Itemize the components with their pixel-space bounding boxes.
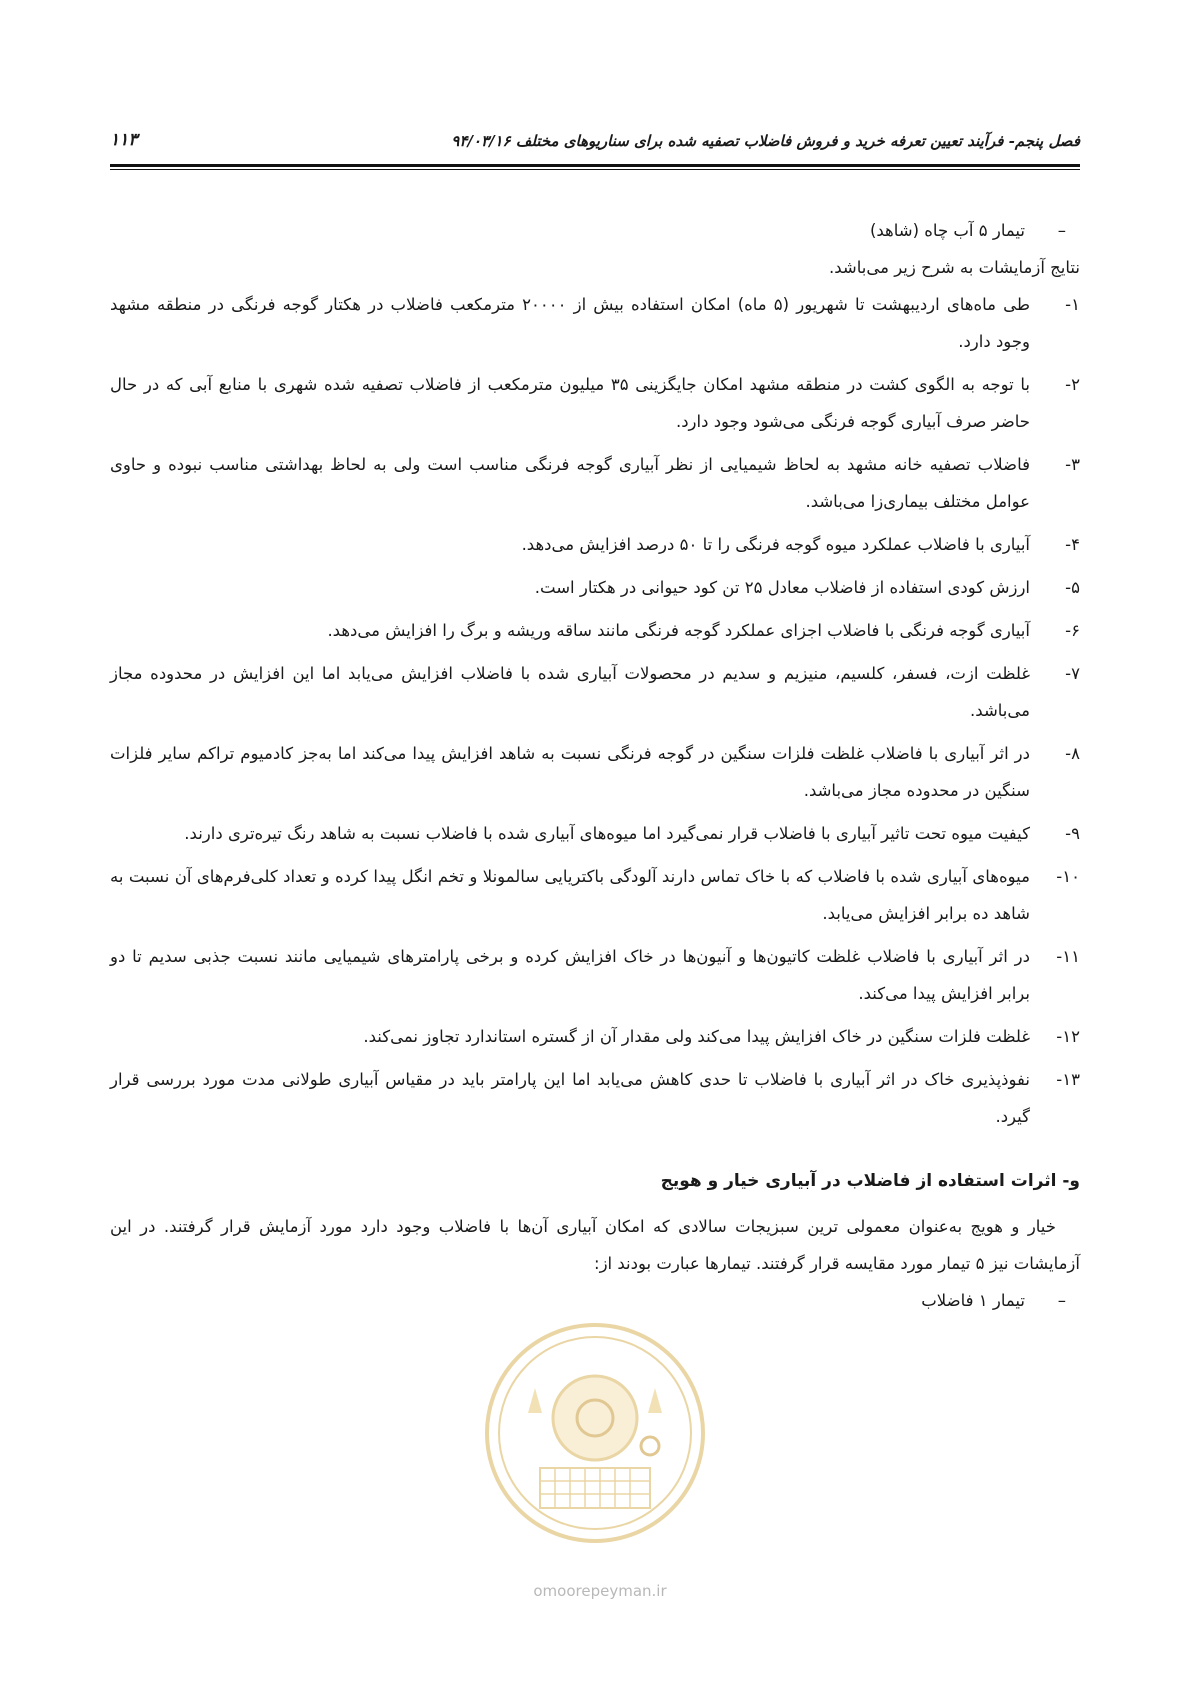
item-text: آبیاری گوجه فرنگی با فاضلاب اجزای عملکرد گوجه فرنگی مانند ساقه وریشه و برگ را افزایش می‌دهد. xyxy=(327,621,1030,640)
section-heading: و- اثرات استفاده از فاضلاب در آبیاری خیار و هویج xyxy=(660,1171,1080,1191)
list-item xyxy=(110,366,1080,440)
item-text: نفوذپذیری خاک در اثر آبیاری با فاضلاب تا حدی کاهش می‌یابد اما این پارامتر باید در مقیاس آبیاری طولانی مدت مورد بررسی قرار گیرد. xyxy=(110,1070,1030,1126)
item-number: ۱۳- xyxy=(1056,1070,1080,1089)
item-number: ۸- xyxy=(1065,744,1080,763)
seal-emblem-icon xyxy=(480,1318,710,1548)
list-item xyxy=(110,569,1080,606)
list-item xyxy=(110,938,1080,1012)
header-rule-thin xyxy=(110,169,1080,170)
results-list xyxy=(110,286,1080,1135)
watermark-seal xyxy=(480,1318,710,1548)
item-text: با توجه به الگوی کشت در منطقه مشهد امکان جایگزینی ۳۵ میلیون مترمکعب از فاضلاب تصفیه شده شهری با منابع آبی که در حال حاضر صرف آبیاری گوجه فرنگی می‌شود وجود دارد. xyxy=(110,375,1030,431)
item-number: ۹- xyxy=(1065,824,1080,843)
item-text: غلظت فلزات سنگین در خاک افزایش پیدا می‌کند ولی مقدار آن از گستره استاندارد تجاوز نمی‌کند. xyxy=(363,1027,1030,1046)
watermark-site-url: omoorepeyman.ir xyxy=(533,1582,667,1600)
item-number: ۵- xyxy=(1065,578,1080,597)
list-item xyxy=(110,815,1080,852)
list-item xyxy=(110,526,1080,563)
item-text: فاضلاب تصفیه خانه مشهد به لحاظ شیمیایی از نظر آبیاری گوجه فرنگی مناسب است ولی به لحاظ بهداشتی مناسب نبوده و حاوی عوامل مختلف بیماری‌زا می‌باشد. xyxy=(110,455,1030,511)
item-text: طی ماه‌های اردیبهشت تا شهریور (۵ ماه) امکان استفاده بیش از ۲۰۰۰۰ مترمکعب فاضلاب در هکتار گوجه فرنگی در منطقه مشهد وجود دارد. xyxy=(110,295,1031,351)
page-number: ۱۱۳ xyxy=(110,130,138,150)
list-item xyxy=(110,612,1080,649)
page-body xyxy=(110,212,1080,1319)
list-item xyxy=(110,1061,1080,1135)
results-intro: نتایج آزمایشات به شرح زیر می‌باشد. xyxy=(829,258,1080,277)
list-item xyxy=(110,446,1080,520)
item-text: در اثر آبیاری با فاضلاب غلظت کاتیون‌ها و آنیون‌ها در خاک افزایش کرده و برخی پارامترهای شیمیایی مانند نسبت جذبی سدیم تا دو برابر افزایش پیدا می‌کند. xyxy=(110,947,1030,1003)
section-paragraph: خیار و هویج به‌عنوان معمولی ترین سبزیجات سالادی که امکان آبیاری آن‌ها با فاضلاب وجود دارد مورد آزمایش قرار گرفتند. در این آزمایشات نیز ۵ تیمار مورد مقایسه قرار گرفتند. تیمارها عبارت بودند از: xyxy=(110,1217,1080,1273)
item-text: ارزش کودی استفاده از فاضلاب معادل ۲۵ تن کود حیوانی در هکتار است. xyxy=(534,578,1030,597)
list-item xyxy=(110,1018,1080,1055)
item-number: ۲- xyxy=(1065,375,1080,394)
list-item xyxy=(110,858,1080,932)
list-item xyxy=(110,286,1080,360)
item-number: ۶- xyxy=(1065,621,1080,640)
item-text: کیفیت میوه تحت تاثیر آبیاری با فاضلاب قرار نمی‌گیرد اما میوه‌های آبیاری شده با فاضلاب نسبت به شاهد رنگ تیره‌تری دارند. xyxy=(184,824,1030,843)
treatment-item: – تیمار ۱ فاضلاب xyxy=(110,1282,1080,1319)
item-number: ۷- xyxy=(1065,664,1080,683)
header-rule xyxy=(110,164,1080,167)
item-number: ۱۱- xyxy=(1056,947,1080,966)
item-number: ۱۰- xyxy=(1056,867,1080,886)
item-text: غلظت ازت، فسفر، کلسیم، منیزیم و سدیم در محصولات آبیاری شده با فاضلاب افزایش می‌یابد اما این افزایش در محدوده مجاز می‌باشد. xyxy=(110,664,1030,720)
item-text: در اثر آبیاری با فاضلاب غلظت فلزات سنگین در گوجه فرنگی نسبت به شاهد افزایش پیدا می‌کند اما به‌جز کادمیوم تراکم سایر فلزات سنگین در محدوده مجاز می‌باشد. xyxy=(110,744,1030,800)
item-text: میوه‌های آبیاری شده با فاضلاب که با خاک تماس دارند آلودگی باکتریایی سالمونلا و تخم انگل پیدا کرده و تعداد کلی‌فرم‌های آن نسبت به شاهد ده برابر افزایش می‌یابد. xyxy=(110,867,1030,923)
page-header xyxy=(110,128,1080,158)
item-number: ۱- xyxy=(1065,295,1080,314)
item-number: ۳- xyxy=(1065,455,1080,474)
item-number: ۴- xyxy=(1065,535,1080,554)
item-text: آبیاری با فاضلاب عملکرد میوه گوجه فرنگی را تا ۵۰ درصد افزایش می‌دهد. xyxy=(521,535,1030,554)
item-number: ۱۲- xyxy=(1056,1027,1080,1046)
chapter-title: فصل پنجم- فرآیند تعیین تعرفه خرید و فروش فاضلاب تصفیه شده برای سناریوهای مختلف ۹۴/۰۳/۱۶ xyxy=(451,132,1080,150)
treatment-item: – تیمار ۵ آب چاه (شاهد) xyxy=(110,212,1080,249)
list-item xyxy=(110,655,1080,729)
list-item xyxy=(110,735,1080,809)
